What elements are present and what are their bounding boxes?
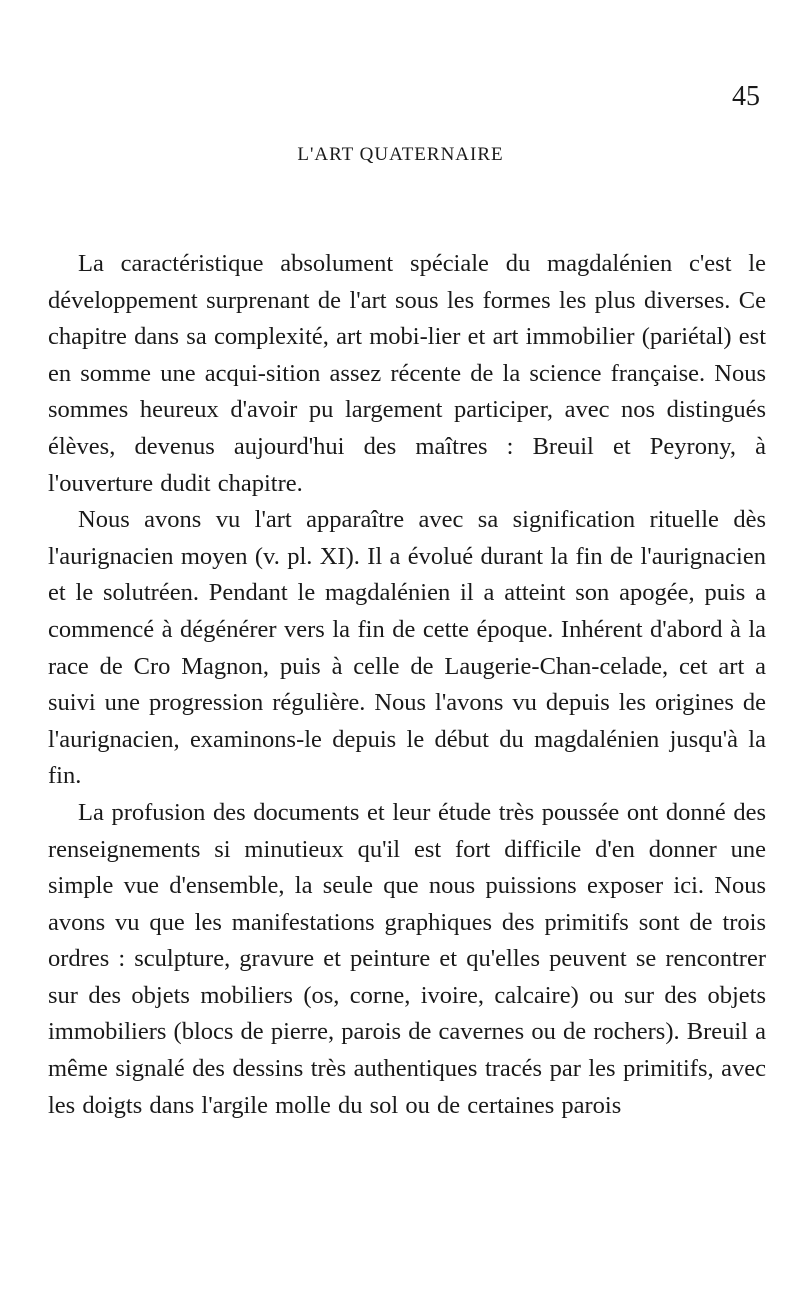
page-number: 45 xyxy=(732,81,760,112)
paragraph-2 xyxy=(48,502,766,795)
paragraph-text: La caractéristique absolument spéciale du magdalénien c'est le développement surprenant de l'art sous les formes les plus diverses. Ce chapitre dans sa complexité, art mobi-lier et art immobilier (pariétal) est en somme une acqui-sition assez récente de la science française. Nous sommes heureux d'avoir pu largement participer, avec nos distingués élèves, devenus aujourd'hui des maîtres : Breuil et Peyrony, à l'ouverture dudit chapitre. xyxy=(48,250,766,497)
paragraph-3 xyxy=(48,795,766,1124)
body-text xyxy=(48,246,766,1124)
paragraph-1 xyxy=(48,246,766,502)
paragraph-text: La profusion des documents et leur étude très poussée ont donné des renseignements si minutieux qu'il est fort difficile d'en donner une simple vue d'ensemble, la seule que nous puissions exposer ici. Nous avons vu que les manifestations graphiques des primitifs sont de trois ordres : sculpture, gravure et peinture et qu'elles peuvent se rencontrer sur des objets mobiliers (os, corne, ivoire, calcaire) ou sur des objets immobiliers (blocs de pierre, parois de cavernes ou de rochers). Breuil a même signalé des dessins très authentiques tracés par les primitifs, avec les doigts dans l'argile molle du sol ou de certaines parois xyxy=(48,798,766,1119)
chapter-title: L'ART QUATERNAIRE xyxy=(297,144,504,165)
paragraph-text: Nous avons vu l'art apparaître avec sa signification rituelle dès l'aurignacien moyen (v. pl. XI). Il a évolué durant la fin de l'aurignacien et le solutréen. Pendant le magdalénien il a atteint son apogée, puis a commencé à dégénérer vers la fin de cette époque. Inhérent d'abord à la race de Cro Magnon, puis à celle de Laugerie-Chan-celade, cet art a suivi une progression régulière. Nous l'avons vu depuis les origines de l'aurignacien, examinons-le depuis le début du magdalénien jusqu'à la fin. xyxy=(48,506,766,790)
